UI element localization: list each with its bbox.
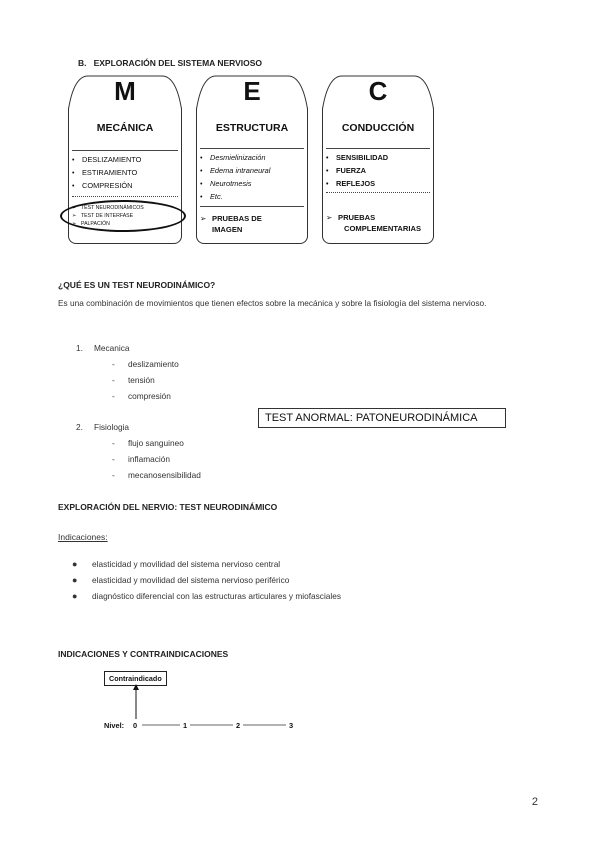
list-item: ➢ TEST NEURODINÁMICOS <box>72 205 144 211</box>
card-letter: C <box>368 76 388 106</box>
level-label: Nivel: <box>104 721 125 730</box>
card-footer: ➢ PRUEBAS DE IMAGEN <box>200 214 262 234</box>
level-1: 1 <box>183 721 188 730</box>
list-item: • FUERZA <box>326 165 430 178</box>
list-item: ● elasticidad y movilidad del sistema nervioso periférico <box>72 572 341 588</box>
list-item: ● elasticidad y movilidad del sistema nervioso central <box>72 556 341 572</box>
sub-item: - flujo sanguineo <box>112 438 184 448</box>
list-item: ● diagnóstico diferencial con las estructuras articulares y miofasciales <box>72 588 341 604</box>
subheading: Indicaciones: <box>58 532 108 542</box>
arrow-icon: ➢ <box>200 214 207 223</box>
list-item: • DESLIZAMIENTO <box>72 154 178 167</box>
arrow-icon: ➢ <box>326 213 333 222</box>
arrow-icon: ➢ <box>72 221 77 227</box>
card-title: MECÁNICA <box>96 122 154 134</box>
highlight-box: TEST ANORMAL: PATONEURODINÁMICA <box>258 408 506 428</box>
sub-item: - inflamación <box>112 454 170 464</box>
list-item: • Edema intraneural <box>200 165 304 178</box>
section-heading: EXPLORACIÓN DEL NERVIO: TEST NEURODINÁMICO <box>58 502 278 512</box>
level-0: 0 <box>133 721 138 730</box>
list-item: ➢ PALPACIÓN <box>72 221 110 227</box>
list-item: ➢ TEST DE INTERFASE <box>72 213 134 219</box>
list-item: • COMPRESIÓN <box>72 180 178 193</box>
card-footer: ➢ PRUEBAS COMPLEMENTARIAS <box>326 213 422 233</box>
level-2: 2 <box>236 721 241 730</box>
page-number: 2 <box>531 796 538 808</box>
section-title: EXPLORACIÓN DEL SISTEMA NERVIOSO <box>93 58 263 68</box>
numbered-item: 1. Mecanica <box>76 343 130 353</box>
sub-item: - deslizamiento <box>112 359 179 369</box>
list-item: • SENSIBILIDAD <box>326 152 430 165</box>
list-item: • Neurotmesis <box>200 178 304 191</box>
section-letter: B. <box>78 58 87 68</box>
bullet-icon: ● <box>72 575 78 585</box>
arrow-icon: ➢ <box>72 205 77 211</box>
list-item: • REFLEJOS <box>326 178 430 191</box>
arrow-icon: ➢ <box>72 213 77 219</box>
section-heading: INDICACIONES Y CONTRAINDICACIONES <box>58 649 229 659</box>
list-item: • Etc. <box>200 191 304 204</box>
sub-item: - compresión <box>112 391 171 401</box>
card-letter: E <box>243 76 261 106</box>
bullet-icon: ● <box>72 559 78 569</box>
list-item: • ESTIRAMIENTO <box>72 167 178 180</box>
sub-item: - tensión <box>112 375 155 385</box>
sub-item: - mecanosensibilidad <box>112 470 201 480</box>
section-heading: ¿QUÉ ES UN TEST NEURODINÁMICO? <box>58 280 216 290</box>
numbered-item: 2. Fisiologia <box>76 422 130 432</box>
level-3: 3 <box>289 721 294 730</box>
paragraph: Es una combinación de movimientos que tienen efectos sobre la mecánica y sobre la fisiología del sistema nervioso. <box>58 298 487 308</box>
contraindicated-box: Contraindicado <box>104 671 167 686</box>
card-title: CONDUCCIÓN <box>341 122 415 134</box>
card-letter: M <box>114 76 136 106</box>
card-title: ESTRUCTURA <box>215 122 289 134</box>
bullet-icon: ● <box>72 591 78 601</box>
list-item: • Desmielinización <box>200 152 304 165</box>
